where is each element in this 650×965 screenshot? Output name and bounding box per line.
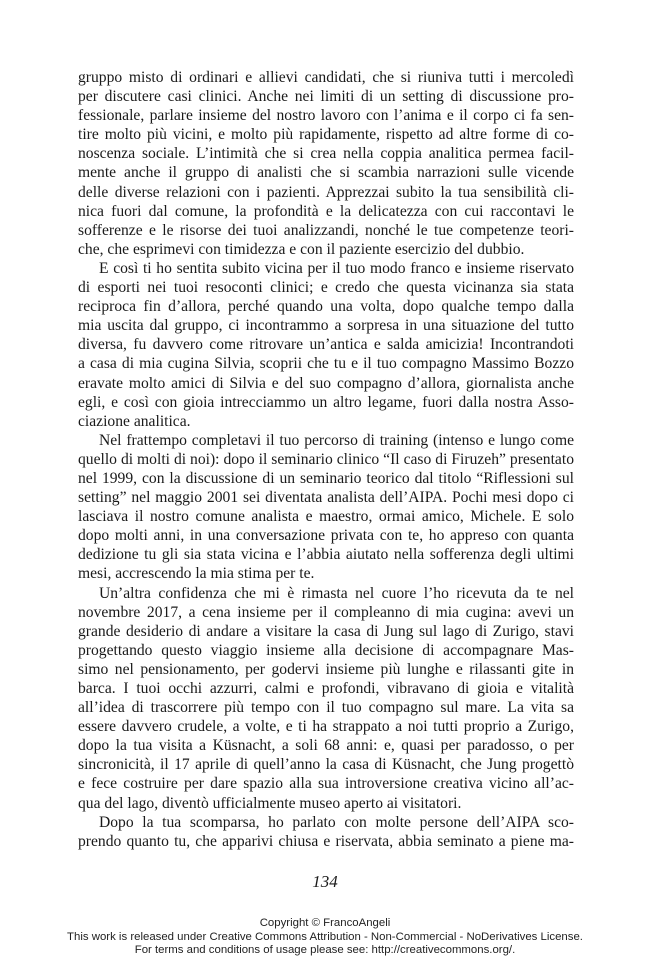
text-line: diversa, fu davvero come ritrovare un’antica e salda amicizia! Incontrandoti <box>78 336 574 354</box>
text-line: prendo quanto tu, che apparivi chiusa e riservata, abbia seminato a piene ma- <box>78 832 574 850</box>
text-line: setting” nel maggio 2001 sei diventata analista dell’AIPA. Pochi mesi dopo ci <box>78 489 574 507</box>
text-line: essere davvero crudele, a volte, e ti ha strappato a noi tutti proprio a Zurigo, <box>78 718 574 736</box>
text-line: barca. I tuoi occhi azzurri, calmi e profondi, vibravano di gioia e vitalità <box>78 680 574 697</box>
text-line: novembre 2017, a cena insieme per il compleanno di mia cugina: avevi un <box>78 603 574 621</box>
text-line: E così ti ho sentita subito vicina per il tuo modo franco e insieme riservato <box>99 259 574 277</box>
text-line: nica fuori dal comune, la profondità e la delicatezza con cui raccontavi le <box>78 202 574 220</box>
copyright-footer <box>0 917 650 958</box>
text-line: tire molto più vicini, e molto più rapidamente, rispetto ad altre forme di co- <box>78 126 574 144</box>
text-line: dedizione tu gli sia stata vicina e l’abbia aiutato nella sofferenza degli ultimi <box>78 546 574 564</box>
text-line: ciazione analitica. <box>78 412 191 430</box>
text-line: lasciava il nostro comune analista e maestro, ormai amico, Michele. E solo <box>78 508 574 526</box>
text-line: dopo la tua visita a Küsnacht, a soli 68 anni: e, quasi per paradosso, o per <box>78 737 574 755</box>
text-line: di esporti nei tuoi resoconti clinici; e credo che questa vicinanza sia stata <box>78 279 574 297</box>
text-line: nel 1999, con la discussione di un seminario teorico dal titolo “Riflessioni sul <box>78 469 574 487</box>
text-line: delle diverse relazioni con i pazienti. Apprezzai subito la tua sensibilità cli- <box>78 183 574 201</box>
copyright-line: Copyright © FrancoAngeli <box>259 917 391 929</box>
text-line: qua del lago, diventò ufficialmente museo aperto ai visitatori. <box>78 794 462 812</box>
text-line: Nel frattempo completavi il tuo percorso di training (intenso e lungo come <box>99 431 574 449</box>
text-line: Dopo la tua scomparsa, ho parlato con molte persone dell’AIPA sco- <box>99 813 574 831</box>
terms-line: For terms and conditions of usage please see: http://creativecommons.org/. <box>134 944 516 956</box>
text-line: progettando questo viaggio insieme alla decisione di accompagnare Mas- <box>78 641 574 659</box>
text-line: dopo molti anni, in una conversazione privata con te, ho appreso con quanta <box>78 527 574 545</box>
text-line: per discutere casi clinici. Anche nei limiti di un setting di discussione pro- <box>78 88 574 106</box>
text-line: mia uscita dal gruppo, ci incontrammo a sorpresa in una situazione del tutto <box>78 317 574 335</box>
text-line: eravate molto amici di Silvia e del suo compagno d’allora, giornalista anche <box>78 374 574 392</box>
text-line: Un’altra confidenza che mi è rimasta nel cuore l’ho ricevuta da te nel <box>99 584 574 602</box>
text-line: grande desiderio di andare a visitare la casa di Jung sul lago di Zurigo, stavi <box>78 622 574 640</box>
text-line: fessionale, parlare insieme del nostro lavoro con l’anima e il corpo ci fa sen- <box>78 107 574 125</box>
text-line: noscenza sociale. L’intimità che si crea nella coppia analitica permea facil- <box>78 145 574 163</box>
text-line: sofferenze e le risorse dei tuoi analizzandi, nonché le tue competenze teori- <box>78 221 574 239</box>
text-line: sincronicità, il 17 aprile di quell’anno la casa di Küsnacht, che Jung progettò <box>78 756 574 774</box>
text-line: a casa di mia cugina Silvia, scoprii che tu e il tuo compagno Massimo Bozzo <box>78 355 574 373</box>
text-line: reciproca fin d’allora, perché quando una volta, dopo qualche tempo dalla <box>78 298 574 316</box>
text-line: che, che esprimevi con timidezza e con il paziente esercizio del dubbio. <box>78 240 525 258</box>
text-line: mesi, accrescendo la mia stima per te. <box>78 565 315 583</box>
license-line: This work is released under Creative Commons Attribution - Non-Commercial - NoDerivatives License. <box>67 930 583 943</box>
body-text <box>78 68 574 851</box>
text-line: quello di molti di noi): dopo il seminario clinico “Il caso di Firuzeh” presentato <box>78 450 574 468</box>
text-line: gruppo misto di ordinari e allievi candidati, che si riuniva tutti i mercoledì <box>78 69 574 86</box>
text-line: egli, e così con gioia intrecciammo un altro legame, fuori dalla nostra Asso- <box>78 393 574 411</box>
text-line: e fece costruire per dare spazio alla sua introversione creativa vicino all’ac- <box>78 775 574 793</box>
text-line: simo nel pensionamento, per godervi insieme più lunghe e rilassanti gite in <box>78 660 574 678</box>
text-line: all’idea di trascorrere più tempo con il tuo compagno sul mare. La vita sa <box>78 699 574 717</box>
page-number: 134 <box>312 872 338 891</box>
text-line: mente anche il gruppo di analisti che si scambia narrazioni sulle vicende <box>78 164 574 182</box>
